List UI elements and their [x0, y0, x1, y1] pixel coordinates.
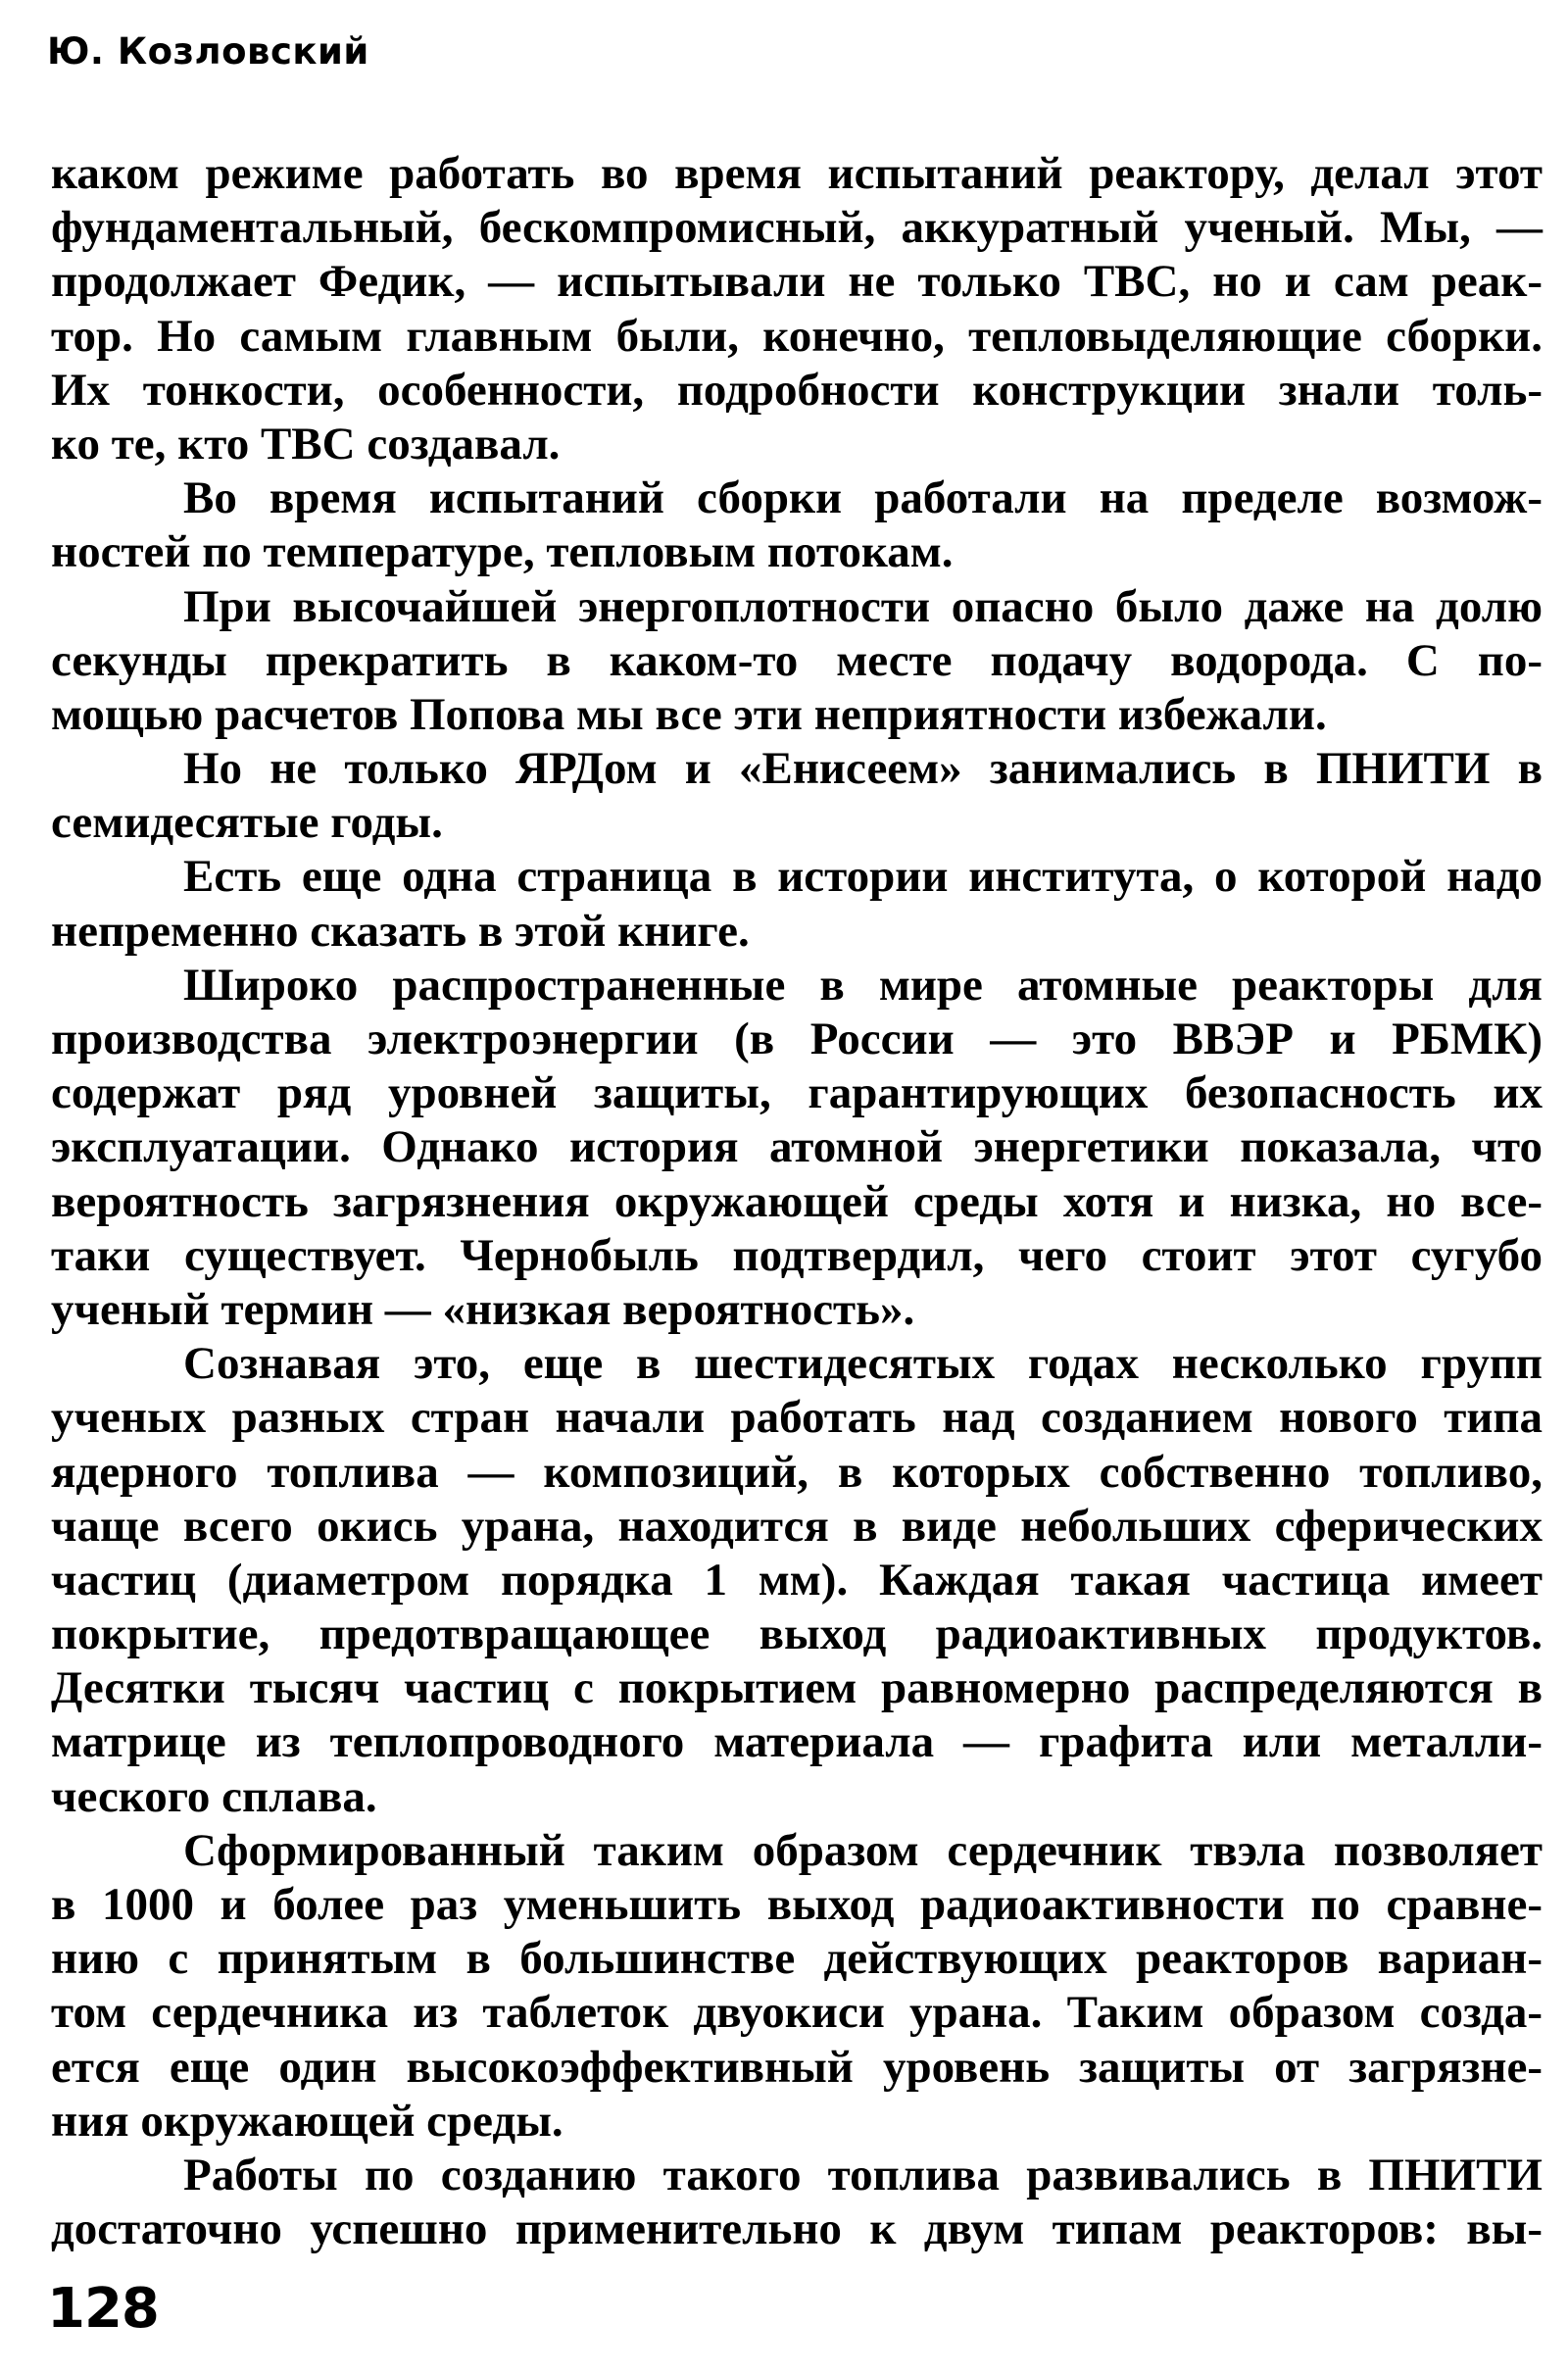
text-line: ется еще один высокоэффективный уровень защиты от загрязне-: [51, 2041, 1543, 2093]
text-line: покрытие, предотвращающее выход радиоактивных продуктов.: [51, 1608, 1543, 1660]
page-number: 128: [47, 2277, 159, 2341]
text-line: содержат ряд уровней защиты, гарантирующих безопасность их: [51, 1067, 1543, 1119]
text-line: нию с принятым в большинстве действующих реакторов вариан-: [51, 1933, 1543, 1985]
text-line: эксплуатации. Однако история атомной энергетики показала, что: [51, 1121, 1543, 1173]
text-line: частиц (диаметром порядка 1 мм). Каждая такая частица имеет: [51, 1554, 1543, 1606]
text-line: Широко распространенные в мире атомные реакторы для: [183, 959, 1543, 1011]
text-line: продолжает Федик, — испытывали не только ТВС, но и сам реак-: [51, 256, 1543, 308]
text-line: секунды прекратить в каком-то месте подачу водорода. С по-: [51, 634, 1543, 686]
text-line: мощью расчетов Попова мы все эти неприятности избежали.: [51, 688, 1327, 740]
text-line: Во время испытаний сборки работали на пределе возмож-: [183, 472, 1543, 524]
text-line: тор. Но самым главным были, конечно, тепловыделяющие сборки.: [51, 310, 1543, 362]
text-line: Их тонкости, особенности, подробности конструкции знали толь-: [51, 364, 1543, 416]
text-line: том сердечника из таблеток двуокиси урана. Таким образом созда-: [51, 1987, 1543, 2039]
text-line: Сформированный таким образом сердечник твэла позволяет: [183, 1824, 1543, 1876]
body-text: [51, 147, 1543, 2256]
text-line: в 1000 и более раз уменьшить выход радиоактивности по сравне-: [51, 1879, 1543, 1930]
text-line: Сознавая это, еще в шестидесятых годах несколько групп: [183, 1338, 1543, 1390]
text-line: ученый термин — «низкая вероятность».: [51, 1283, 915, 1335]
text-line: матрице из теплопроводного материала — графита или металли-: [51, 1716, 1543, 1768]
text-line: вероятность загрязнения окружающей среды хотя и низка, но все-: [51, 1175, 1543, 1227]
text-line: Есть еще одна страница в истории института, о которой надо: [183, 851, 1543, 903]
text-line: непременно сказать в этой книге.: [51, 905, 750, 957]
text-line: таки существует. Чернобыль подтвердил, чего стоит этот сугубо: [51, 1229, 1543, 1281]
text-line: ядерного топлива — композиций, в которых собственно топливо,: [51, 1446, 1543, 1498]
text-line: чаще всего окись урана, находится в виде небольших сферических: [51, 1500, 1543, 1552]
text-line: фундаментальный, бескомпромисный, аккуратный ученый. Мы, —: [51, 202, 1543, 254]
text-line: Десятки тысяч частиц с покрытием равномерно распределяются в: [51, 1662, 1543, 1714]
text-line: ностей по температуре, тепловым потокам.: [51, 526, 954, 578]
text-line: ческого сплава.: [51, 1770, 377, 1822]
text-line: ния окружающей среды.: [51, 2095, 564, 2147]
text-line: производства электроэнергии (в России — это ВВЭР и РБМК): [51, 1013, 1543, 1064]
text-line: ученых разных стран начали работать над созданием нового типа: [51, 1392, 1543, 1444]
text-line: каком режиме работать во время испытаний реактору, делал этот: [51, 148, 1543, 199]
text-line: Но не только ЯРДом и «Енисеем» занимались в ПНИТИ в: [183, 743, 1543, 795]
text-line: семидесятые годы.: [51, 797, 443, 849]
text-line: достаточно успешно применительно к двум типам реакторов: вы-: [51, 2203, 1543, 2255]
text-line: Работы по созданию такого топлива развивались в ПНИТИ: [183, 2149, 1543, 2200]
text-line: ко те, кто ТВС создавал.: [51, 418, 561, 470]
text-line: При высочайшей энергоплотности опасно было даже на долю: [183, 580, 1543, 632]
running-head: Ю. Козловский: [47, 30, 369, 73]
